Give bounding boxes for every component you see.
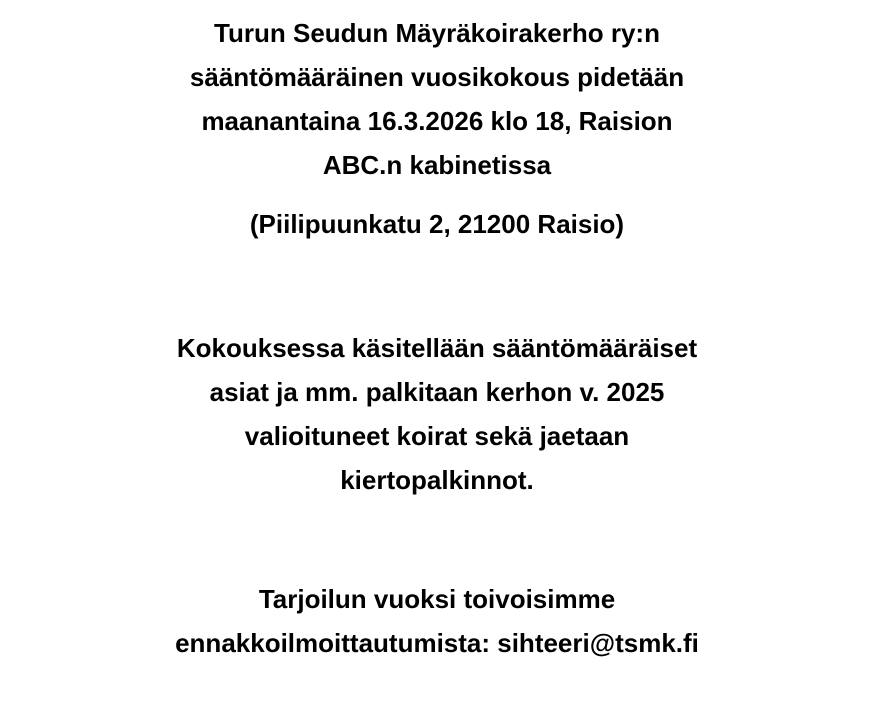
agenda-line-3: valioituneet koirat sekä jaetaan: [244, 421, 630, 451]
agenda-line-1: Kokouksessa käsitellään sääntömääräiset: [176, 333, 698, 363]
rsvp-line-1: Tarjoilun vuoksi toivoisimme: [258, 584, 616, 614]
agenda-line-2: asiat ja mm. palkitaan kerhon v. 2025: [209, 377, 665, 407]
heading-line-1: Turun Seudun Mäyräkoirakerho ry:n: [214, 18, 660, 48]
rsvp-line-2: ennakkoilmoittautumista: sihteeri@tsmk.fi: [175, 628, 699, 658]
heading-line-2: sääntömääräinen vuosikokous pidetään: [189, 62, 685, 92]
heading-line-3: maanantaina 16.3.2026 klo 18, Raision: [201, 106, 673, 136]
agenda-line-4: kiertopalkinnot.: [340, 465, 534, 495]
heading-line-4: ABC.n kabinetissa: [322, 150, 552, 180]
meeting-address: (Piilipuunkatu 2, 21200 Raisio): [249, 209, 625, 239]
